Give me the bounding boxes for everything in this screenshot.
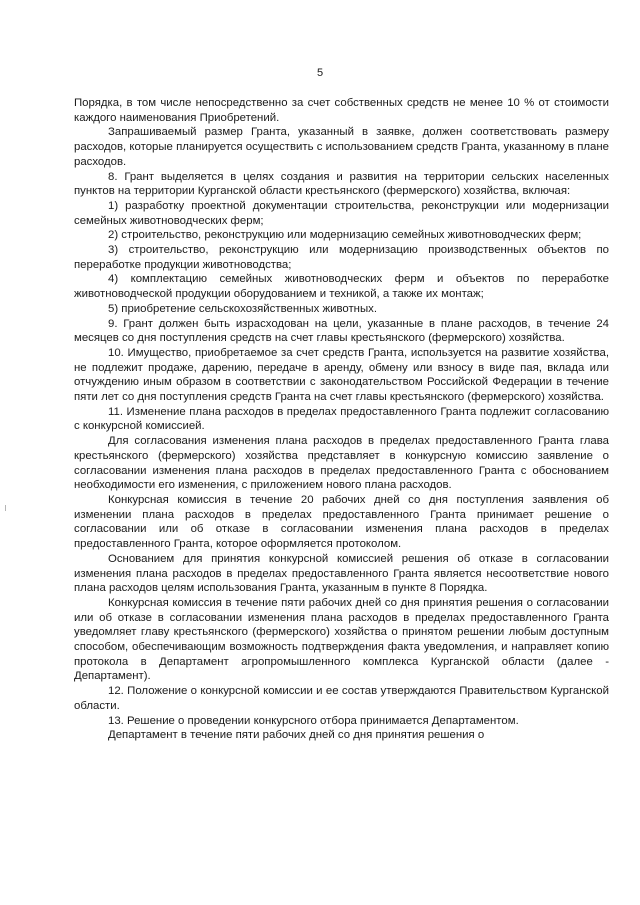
- list-item-2: 2) строительство, реконструкцию или модернизацию семейных животноводческих ферм;: [108, 229, 582, 242]
- scan-artifact: [5, 505, 6, 511]
- document-body: [74, 96, 609, 743]
- list-item-4: 4) комплектацию семейных животноводческих ферм и объектов по переработке животноводческой продукции оборудованием и техникой, а также их монтаж;: [74, 273, 609, 301]
- paragraph-department-start: Департамент в течение пяти рабочих дней со дня принятия решения о: [108, 729, 485, 742]
- paragraph-clause-9: 9. Грант должен быть израсходован на цели, указанные в плане расходов, в течение 24 месяцев со дня поступления средств на счет главы крестьянского (фермерского) хозяйства.: [74, 317, 609, 345]
- paragraph-requested-grant-size: Запрашиваемый размер Гранта, указанный в заявке, должен соответствовать размеру расходов, которые планируется осуществить с использованием средств Гранта, указанному в плане расходов.: [74, 126, 609, 168]
- paragraph-clause-11: 11. Изменение плана расходов в пределах предоставленного Гранта подлежит согласованию с конкурсной комиссией.: [74, 405, 609, 433]
- paragraph-plan-change-request: Для согласования изменения плана расходов в пределах предоставленного Гранта глава крестьянского (фермерского) хозяйства представляет в конкурсную комиссию заявление о согласовании изменения плана расходов в пределах предоставленного Гранта с обоснованием необходимости его изменения, с приложением нового плана расходов.: [74, 435, 609, 492]
- page-number: 5: [316, 67, 324, 79]
- paragraph-clause-13: 13. Решение о проведении конкурсного отбора принимается Департаментом.: [108, 714, 519, 727]
- list-item-5: 5) приобретение сельскохозяйственных животных.: [108, 302, 378, 315]
- paragraph-refusal-grounds: Основанием для принятия конкурсной комиссией решения об отказе в согласовании изменения плана расходов в пределах предоставленного Гранта является несоответствие нового плана расходов целям использования Гранта, указанным в пункте 8 Порядка.: [74, 552, 609, 595]
- paragraph-clause-8: 8. Грант выделяется в целях создания и развития на территории сельских населенных пунктов на территории Курганской области крестьянского (фермерского) хозяйства, включая:: [74, 170, 609, 198]
- paragraph-notification: Конкурсная комиссия в течение пяти рабочих дней со дня принятия решения о согласовании или об отказе в согласовании изменения плана расходов в пределах предоставленного Гранта уведомляет главу крестьянского (фермерского) хозяйства о принятом решении любым доступным способом, обеспечивающим возможность подтверждения факта уведомления, и направляет копию протокола в Департамент агропромышленного комплекса Курганской области (далее - Департамент).: [74, 596, 609, 683]
- paragraph-commission-decision: Конкурсная комиссия в течение 20 рабочих дней со дня поступления заявления об изменении плана расходов в пределах предоставленного Гранта принимает решение о согласовании или об отказе в согласовании изменения плана расходов в пределах предоставленного Гранта, которое оформляется протоколом.: [74, 493, 609, 551]
- list-item-1: 1) разработку проектной документации строительства, реконструкции или модернизации семейных животноводческих ферм;: [74, 199, 609, 227]
- paragraph-clause-12: 12. Положение о конкурсной комиссии и ее состав утверждаются Правительством Курганской области.: [74, 685, 609, 712]
- list-item-3: 3) строительство, реконструкцию или модернизацию производственных объектов по переработке продукции животноводства;: [74, 244, 609, 271]
- paragraph-clause-10: 10. Имущество, приобретаемое за счет средств Гранта, используется на развитие хозяйства, не подлежит продаже, дарению, передаче в аренду, обмену или взносу в виде пая, вклада или отчуждению иным образом в соответствии с законодательством Российской Федерации в течение пяти лет со дня поступления средств Гранта на счет главы крестьянского (фермерского) хозяйства.: [74, 346, 609, 404]
- paragraph-continuation: Порядка, в том числе непосредственно за счет собственных средств не менее 10 % от стоимости каждого наименования Приобретений.: [74, 97, 609, 124]
